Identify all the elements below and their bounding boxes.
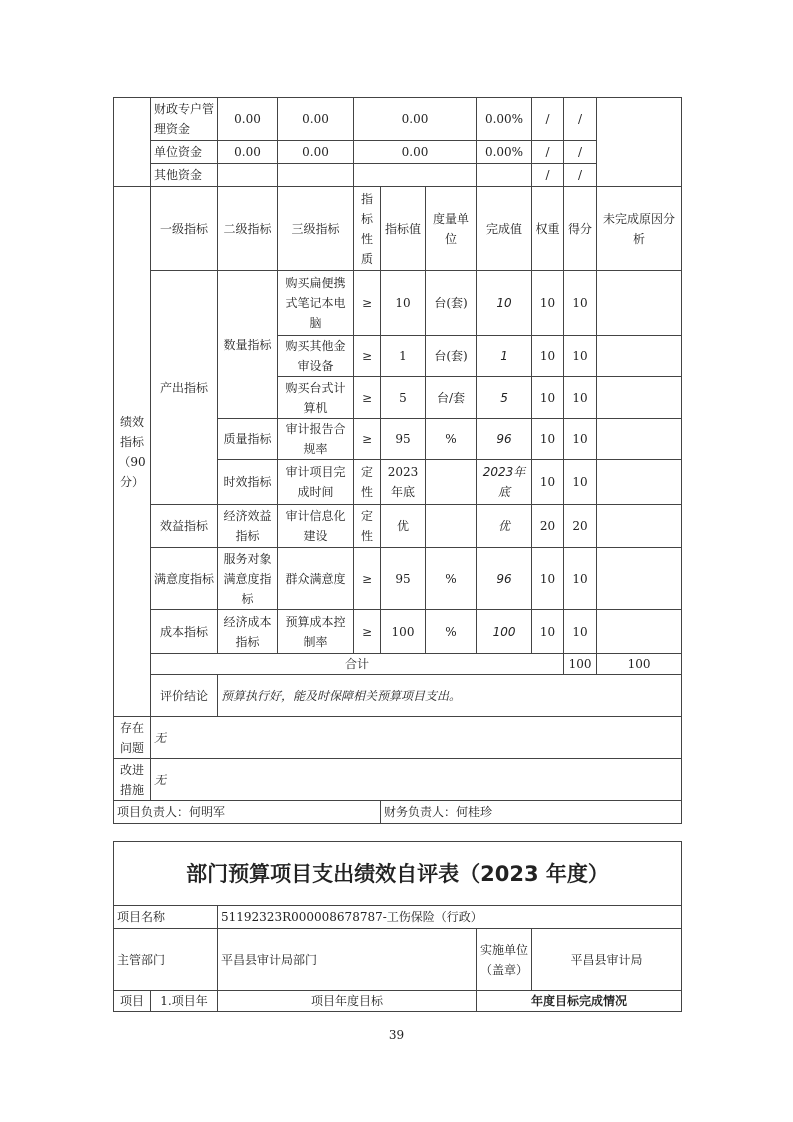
table-cell: / — [532, 98, 564, 141]
table-cell: % — [426, 419, 477, 460]
table-cell: 台/套 — [426, 377, 477, 419]
table-cell: 96 — [477, 419, 532, 460]
conclusion-row — [114, 675, 682, 717]
table-cell — [597, 419, 682, 460]
problems-row — [114, 717, 682, 759]
table-cell: 审计项目完成时间 — [278, 460, 354, 505]
table-cell: 100 — [477, 610, 532, 654]
form-title: 部门预算项目支出绩效自评表（2023 年度） — [114, 842, 682, 906]
table-cell: % — [426, 548, 477, 610]
table-cell: 10 — [532, 548, 564, 610]
table-cell: ≥ — [354, 548, 381, 610]
table-cell: 满意度指标 — [151, 548, 218, 610]
table-cell: 购买台式计算机 — [278, 377, 354, 419]
fund-row — [114, 98, 682, 141]
table-cell: ≥ — [354, 610, 381, 654]
table-cell: 财务负责人：何桂珍 — [381, 801, 682, 824]
indicator-row — [114, 505, 682, 548]
table-cell: 2023年底 — [381, 460, 426, 505]
table-cell: 95 — [381, 548, 426, 610]
table-cell: 0.00% — [477, 98, 532, 141]
measures-row — [114, 759, 682, 801]
table-cell: 一级指标 — [151, 187, 218, 271]
table-cell: 10 — [532, 377, 564, 419]
indicator-row — [114, 610, 682, 654]
table-cell: 指标性质 — [354, 187, 381, 271]
table-cell: 10 — [381, 271, 426, 336]
table-cell: 10 — [564, 377, 597, 419]
table-cell — [114, 98, 151, 187]
table-cell: / — [532, 164, 564, 187]
table-cell: 10 — [532, 460, 564, 505]
table-cell: 预算成本控制率 — [278, 610, 354, 654]
table-cell: 数量指标 — [218, 271, 278, 419]
table-cell: 项目负责人：何明军 — [114, 801, 381, 824]
table-cell — [597, 460, 682, 505]
table-cell: 财政专户管理资金 — [151, 98, 218, 141]
table-cell — [354, 164, 477, 187]
table-cell: 台(套) — [426, 336, 477, 377]
table-cell: 合计 — [151, 654, 564, 675]
table-cell: 成本指标 — [151, 610, 218, 654]
table-cell: ≥ — [354, 336, 381, 377]
table-cell: 预算执行好，能及时保障相关预算项目支出。 — [218, 675, 682, 717]
table-cell: 0.00 — [354, 141, 477, 164]
table-cell: 0.00 — [218, 98, 278, 141]
page-number: 39 — [388, 1028, 405, 1042]
table-cell — [477, 164, 532, 187]
table-cell — [218, 164, 278, 187]
total-row — [114, 654, 682, 675]
table-cell: 96 — [477, 548, 532, 610]
table-cell: 审计信息化建设 — [278, 505, 354, 548]
table-cell: 优 — [477, 505, 532, 548]
table-cell: 无 — [151, 759, 682, 801]
table-cell: 10 — [564, 419, 597, 460]
table-cell: / — [564, 141, 597, 164]
table-cell — [597, 610, 682, 654]
table-cell: 项目年度目标 — [218, 991, 477, 1012]
table-cell: 其他资金 — [151, 164, 218, 187]
table-cell: 10 — [532, 419, 564, 460]
table-cell: 10 — [564, 548, 597, 610]
table-cell: 平昌县审计局 — [532, 929, 682, 991]
table-cell: 改进措施 — [114, 759, 151, 801]
table-cell: 定性 — [354, 460, 381, 505]
table-cell: 1 — [381, 336, 426, 377]
table-cell: ≥ — [354, 377, 381, 419]
indicator-row — [114, 548, 682, 610]
table-cell: 0.00% — [477, 141, 532, 164]
table-cell: 0.00 — [218, 141, 278, 164]
table-cell: 二级指标 — [218, 187, 278, 271]
table-cell: 绩效指标（90分） — [114, 187, 151, 717]
table-cell: 服务对象满意度指标 — [218, 548, 278, 610]
table-cell: / — [564, 98, 597, 141]
fund-row — [114, 164, 682, 187]
table-cell: 台(套) — [426, 271, 477, 336]
table-cell: 10 — [532, 610, 564, 654]
table-cell: 优 — [381, 505, 426, 548]
table-cell: 10 — [564, 271, 597, 336]
table-cell — [597, 505, 682, 548]
table-cell: 购买其他金审设备 — [278, 336, 354, 377]
table-cell: 效益指标 — [151, 505, 218, 548]
table-cell: 定性 — [354, 505, 381, 548]
table-cell: 20 — [564, 505, 597, 548]
table-cell: ≥ — [354, 419, 381, 460]
table-cell: / — [532, 141, 564, 164]
table-cell: 5 — [381, 377, 426, 419]
table-cell: 三级指标 — [278, 187, 354, 271]
table-cell: 购买扁便携式笔记本电脑 — [278, 271, 354, 336]
table-cell: 95 — [381, 419, 426, 460]
table-cell: 时效指标 — [218, 460, 278, 505]
table-cell — [278, 164, 354, 187]
table-cell: 0.00 — [354, 98, 477, 141]
table-cell: % — [426, 610, 477, 654]
table-cell: 20 — [532, 505, 564, 548]
table-cell: 单位资金 — [151, 141, 218, 164]
table-cell: 10 — [564, 610, 597, 654]
table-cell — [597, 336, 682, 377]
fund-row — [114, 141, 682, 164]
table-cell: 5 — [477, 377, 532, 419]
table-cell: 质量指标 — [218, 419, 278, 460]
table-cell: 权重 — [532, 187, 564, 271]
table-cell: 51192323R000008678787-工伤保险（行政） — [218, 906, 682, 929]
table-cell: 2023年底 — [477, 460, 532, 505]
table-cell: ≥ — [354, 271, 381, 336]
table-cell: 0.00 — [278, 98, 354, 141]
table-cell: 无 — [151, 717, 682, 759]
table-cell: 10 — [532, 336, 564, 377]
table-cell: / — [564, 164, 597, 187]
table-cell: 存在问题 — [114, 717, 151, 759]
table-cell: 平昌县审计局部门 — [218, 929, 477, 991]
table-cell: 实施单位（盖章） — [477, 929, 532, 991]
table-cell: 产出指标 — [151, 271, 218, 505]
table-cell: 评价结论 — [151, 675, 218, 717]
table-cell: 100 — [564, 654, 597, 675]
table-cell: 指标值 — [381, 187, 426, 271]
table-cell — [597, 98, 682, 187]
table-cell: 项目名称 — [114, 906, 218, 929]
table-cell: 100 — [597, 654, 682, 675]
signature-row — [114, 801, 682, 824]
table-cell: 10 — [477, 271, 532, 336]
table-cell: 10 — [564, 460, 597, 505]
table-cell: 10 — [564, 336, 597, 377]
table-cell — [426, 460, 477, 505]
table-cell: 项目 — [114, 991, 151, 1012]
table-cell: 100 — [381, 610, 426, 654]
performance-table — [113, 97, 682, 824]
table-cell: 1.项目年 — [151, 991, 218, 1012]
table-cell: 未完成原因分析 — [597, 187, 682, 271]
table-cell — [597, 271, 682, 336]
table-cell: 完成值 — [477, 187, 532, 271]
table-cell: 度量单位 — [426, 187, 477, 271]
table-cell: 得分 — [564, 187, 597, 271]
table-cell: 群众满意度 — [278, 548, 354, 610]
table-cell — [597, 377, 682, 419]
self-evaluation-form — [113, 841, 682, 1012]
table-cell: 经济成本指标 — [218, 610, 278, 654]
table-cell — [426, 505, 477, 548]
table-cell: 1 — [477, 336, 532, 377]
table-cell: 主管部门 — [114, 929, 218, 991]
table-cell: 0.00 — [278, 141, 354, 164]
table-cell — [597, 548, 682, 610]
indicator-header-row — [114, 187, 682, 271]
table-cell: 10 — [532, 271, 564, 336]
indicator-row — [114, 271, 682, 336]
table-cell: 年度目标完成情况 — [477, 991, 682, 1012]
table-cell: 审计报告合规率 — [278, 419, 354, 460]
table-cell: 经济效益指标 — [218, 505, 278, 548]
